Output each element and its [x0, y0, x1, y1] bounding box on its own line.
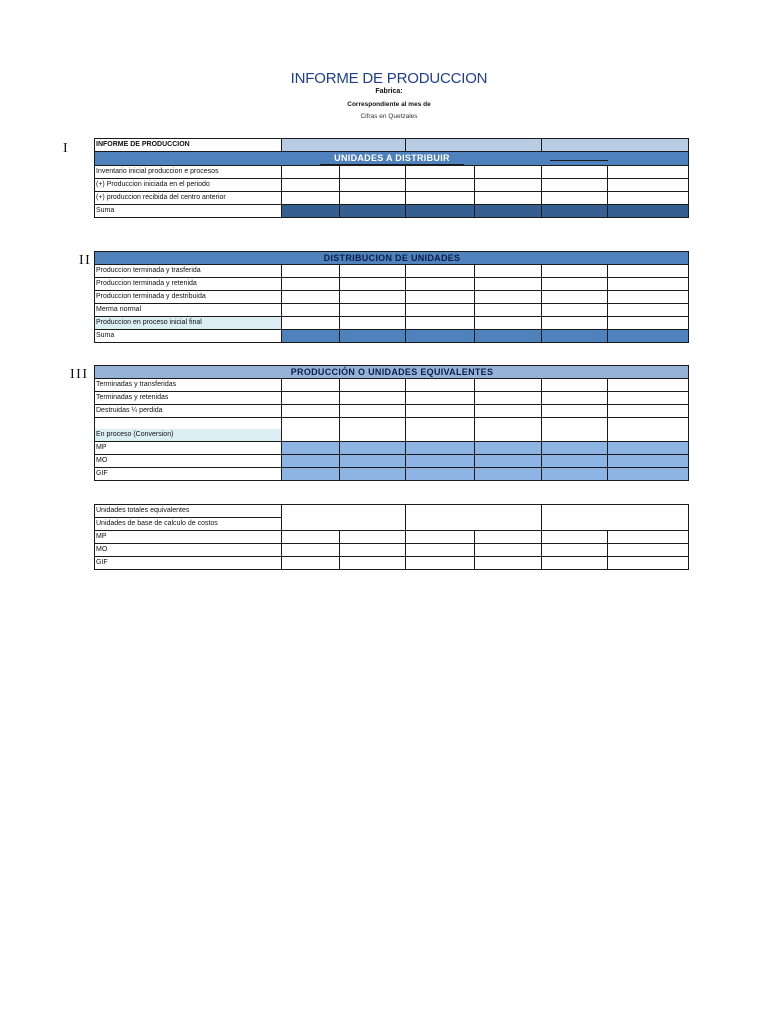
cell[interactable] [340, 304, 406, 317]
cell[interactable] [608, 265, 689, 278]
cell[interactable] [406, 166, 475, 179]
cell[interactable] [406, 139, 542, 152]
cell[interactable] [340, 179, 406, 192]
cell[interactable] [542, 468, 608, 481]
cell[interactable] [542, 330, 608, 343]
section-3-table [94, 365, 689, 481]
period-label: Correspondiente al mes de [347, 101, 431, 108]
cell[interactable] [340, 418, 406, 442]
cell[interactable] [475, 265, 542, 278]
cell[interactable] [542, 455, 608, 468]
cell[interactable] [282, 418, 340, 442]
cell[interactable] [406, 317, 475, 330]
cell[interactable] [340, 265, 406, 278]
cell[interactable] [475, 418, 542, 442]
row-label: Destruidas ¼ perdida [95, 405, 282, 418]
cell[interactable] [475, 557, 542, 570]
band-underline [550, 160, 608, 161]
cell[interactable] [282, 442, 340, 455]
cell[interactable] [406, 557, 475, 570]
row-label: Unidades totales equivalentes [95, 505, 282, 518]
cell[interactable] [608, 192, 689, 205]
section-3-numeral: III [70, 367, 89, 382]
cell[interactable] [608, 405, 689, 418]
cell[interactable] [340, 205, 406, 218]
cell[interactable] [475, 179, 542, 192]
cell[interactable] [475, 192, 542, 205]
cell[interactable] [542, 139, 689, 152]
cell[interactable] [475, 278, 542, 291]
cell[interactable] [542, 442, 608, 455]
cell[interactable] [340, 531, 406, 544]
cell[interactable] [340, 291, 406, 304]
cell[interactable] [406, 304, 475, 317]
section-2-numeral: II [79, 253, 92, 268]
cell[interactable] [475, 468, 542, 481]
cell[interactable] [340, 317, 406, 330]
cell[interactable] [406, 330, 475, 343]
row-label: Produccion terminada y destribuida [95, 291, 282, 304]
cell[interactable] [542, 392, 608, 405]
cell[interactable] [542, 317, 608, 330]
cell[interactable] [542, 557, 608, 570]
cell[interactable] [542, 265, 608, 278]
cell[interactable] [608, 179, 689, 192]
cell[interactable] [282, 317, 340, 330]
row-label: Terminadas y retenidas [95, 392, 282, 405]
cell[interactable] [475, 205, 542, 218]
cell[interactable] [282, 179, 340, 192]
cell[interactable] [608, 442, 689, 455]
row-label: MP [95, 442, 282, 455]
row-label: Unidades de base de calculo de costos [95, 518, 282, 531]
cell[interactable] [542, 291, 608, 304]
cell[interactable] [475, 291, 542, 304]
cell[interactable] [608, 544, 689, 557]
cell[interactable] [340, 442, 406, 455]
cell[interactable] [282, 192, 340, 205]
fabrica-label: Fabrica: [375, 88, 403, 95]
cell[interactable] [340, 379, 406, 392]
section-1-band [95, 152, 689, 166]
currency-label: Cifras en Quetzales [360, 113, 418, 120]
cell[interactable] [542, 418, 608, 442]
cell[interactable] [475, 317, 542, 330]
cell[interactable] [406, 291, 475, 304]
cell[interactable] [282, 505, 406, 531]
section-1-header-label: INFORME DE PRODUCCION [95, 139, 282, 152]
cell[interactable] [282, 330, 340, 343]
cell[interactable] [406, 544, 475, 557]
cell[interactable] [282, 405, 340, 418]
row-label: MO [95, 455, 282, 468]
section-2-band: DISTRIBUCION DE UNIDADES [95, 252, 689, 265]
section-4-table [94, 504, 689, 570]
cell[interactable] [282, 544, 340, 557]
section-1-table [94, 138, 689, 218]
cell[interactable] [282, 455, 340, 468]
cell[interactable] [475, 304, 542, 317]
cell[interactable] [608, 278, 689, 291]
cell[interactable] [608, 418, 689, 442]
cell[interactable] [282, 304, 340, 317]
cell[interactable] [608, 379, 689, 392]
cell[interactable] [406, 418, 475, 442]
cell[interactable] [608, 468, 689, 481]
cell[interactable] [475, 379, 542, 392]
cell[interactable] [282, 531, 340, 544]
cell[interactable] [406, 192, 475, 205]
cell[interactable] [340, 544, 406, 557]
row-label: Inventario inicial produccion e procesos [95, 166, 282, 179]
section-2-table [94, 251, 689, 343]
cell[interactable] [406, 392, 475, 405]
cell[interactable] [282, 379, 340, 392]
cell[interactable] [340, 557, 406, 570]
cell[interactable] [608, 330, 689, 343]
cell[interactable] [282, 265, 340, 278]
cell[interactable] [340, 330, 406, 343]
cell[interactable] [340, 468, 406, 481]
cell[interactable] [542, 531, 608, 544]
cell[interactable] [475, 405, 542, 418]
cell[interactable] [608, 291, 689, 304]
cell[interactable] [542, 505, 689, 531]
cell[interactable] [282, 205, 340, 218]
section-1-band-label: UNIDADES A DISTRIBUIR [320, 152, 464, 165]
row-label: MO [95, 544, 282, 557]
cell[interactable] [340, 455, 406, 468]
row-label: GIF [95, 557, 282, 570]
row-label: Suma [95, 330, 282, 343]
cell[interactable] [608, 531, 689, 544]
row-label: (+) produccion recibida del centro anterior [95, 192, 282, 205]
cell[interactable] [406, 442, 475, 455]
cell[interactable] [406, 179, 475, 192]
section-3-band: PRODUCCIÓN O UNIDADES EQUIVALENTES [95, 366, 689, 379]
cell[interactable] [282, 468, 340, 481]
cell[interactable] [406, 265, 475, 278]
cell[interactable] [406, 379, 475, 392]
cell[interactable] [475, 166, 542, 179]
cell[interactable] [542, 278, 608, 291]
cell[interactable] [282, 392, 340, 405]
row-label: Suma [95, 205, 282, 218]
cell[interactable] [282, 291, 340, 304]
report-title: INFORME DE PRODUCCION [290, 70, 488, 87]
row-label: GIF [95, 468, 282, 481]
cell[interactable] [608, 166, 689, 179]
cell[interactable] [542, 405, 608, 418]
row-label: En proceso (Conversion) [95, 429, 281, 441]
cell[interactable] [282, 278, 340, 291]
cell[interactable] [542, 166, 608, 179]
cell[interactable] [475, 330, 542, 343]
cell[interactable] [406, 531, 475, 544]
cell[interactable] [475, 455, 542, 468]
row-label: Merma normal [95, 304, 282, 317]
row-label: (+) Produccion iniciada en el periodo [95, 179, 282, 192]
cell[interactable] [406, 505, 542, 531]
row-label-cell [95, 418, 282, 442]
cell[interactable] [406, 468, 475, 481]
cell[interactable] [475, 531, 542, 544]
cell[interactable] [542, 379, 608, 392]
cell[interactable] [542, 304, 608, 317]
cell[interactable] [406, 405, 475, 418]
row-label: MP [95, 531, 282, 544]
cell[interactable] [282, 166, 340, 179]
cell[interactable] [542, 192, 608, 205]
cell[interactable] [340, 192, 406, 205]
cell[interactable] [340, 278, 406, 291]
cell[interactable] [475, 544, 542, 557]
cell[interactable] [608, 304, 689, 317]
cell[interactable] [475, 442, 542, 455]
cell[interactable] [608, 455, 689, 468]
cell[interactable] [406, 278, 475, 291]
row-label: Produccion terminada y retenida [95, 278, 282, 291]
cell[interactable] [608, 557, 689, 570]
cell[interactable] [406, 205, 475, 218]
cell[interactable] [340, 166, 406, 179]
row-label: Terminadas y transferidas [95, 379, 282, 392]
cell[interactable] [340, 405, 406, 418]
row-label: Produccion en proceso inicial final [95, 317, 282, 330]
cell[interactable] [340, 392, 406, 405]
cell[interactable] [608, 392, 689, 405]
cell[interactable] [282, 139, 406, 152]
cell[interactable] [608, 205, 689, 218]
cell[interactable] [475, 392, 542, 405]
cell[interactable] [406, 455, 475, 468]
cell[interactable] [542, 179, 608, 192]
cell[interactable] [282, 557, 340, 570]
cell[interactable] [542, 205, 608, 218]
cell[interactable] [542, 544, 608, 557]
row-label: Produccion terminada y trasferida [95, 265, 282, 278]
cell[interactable] [608, 317, 689, 330]
section-1-numeral: I [63, 141, 70, 156]
